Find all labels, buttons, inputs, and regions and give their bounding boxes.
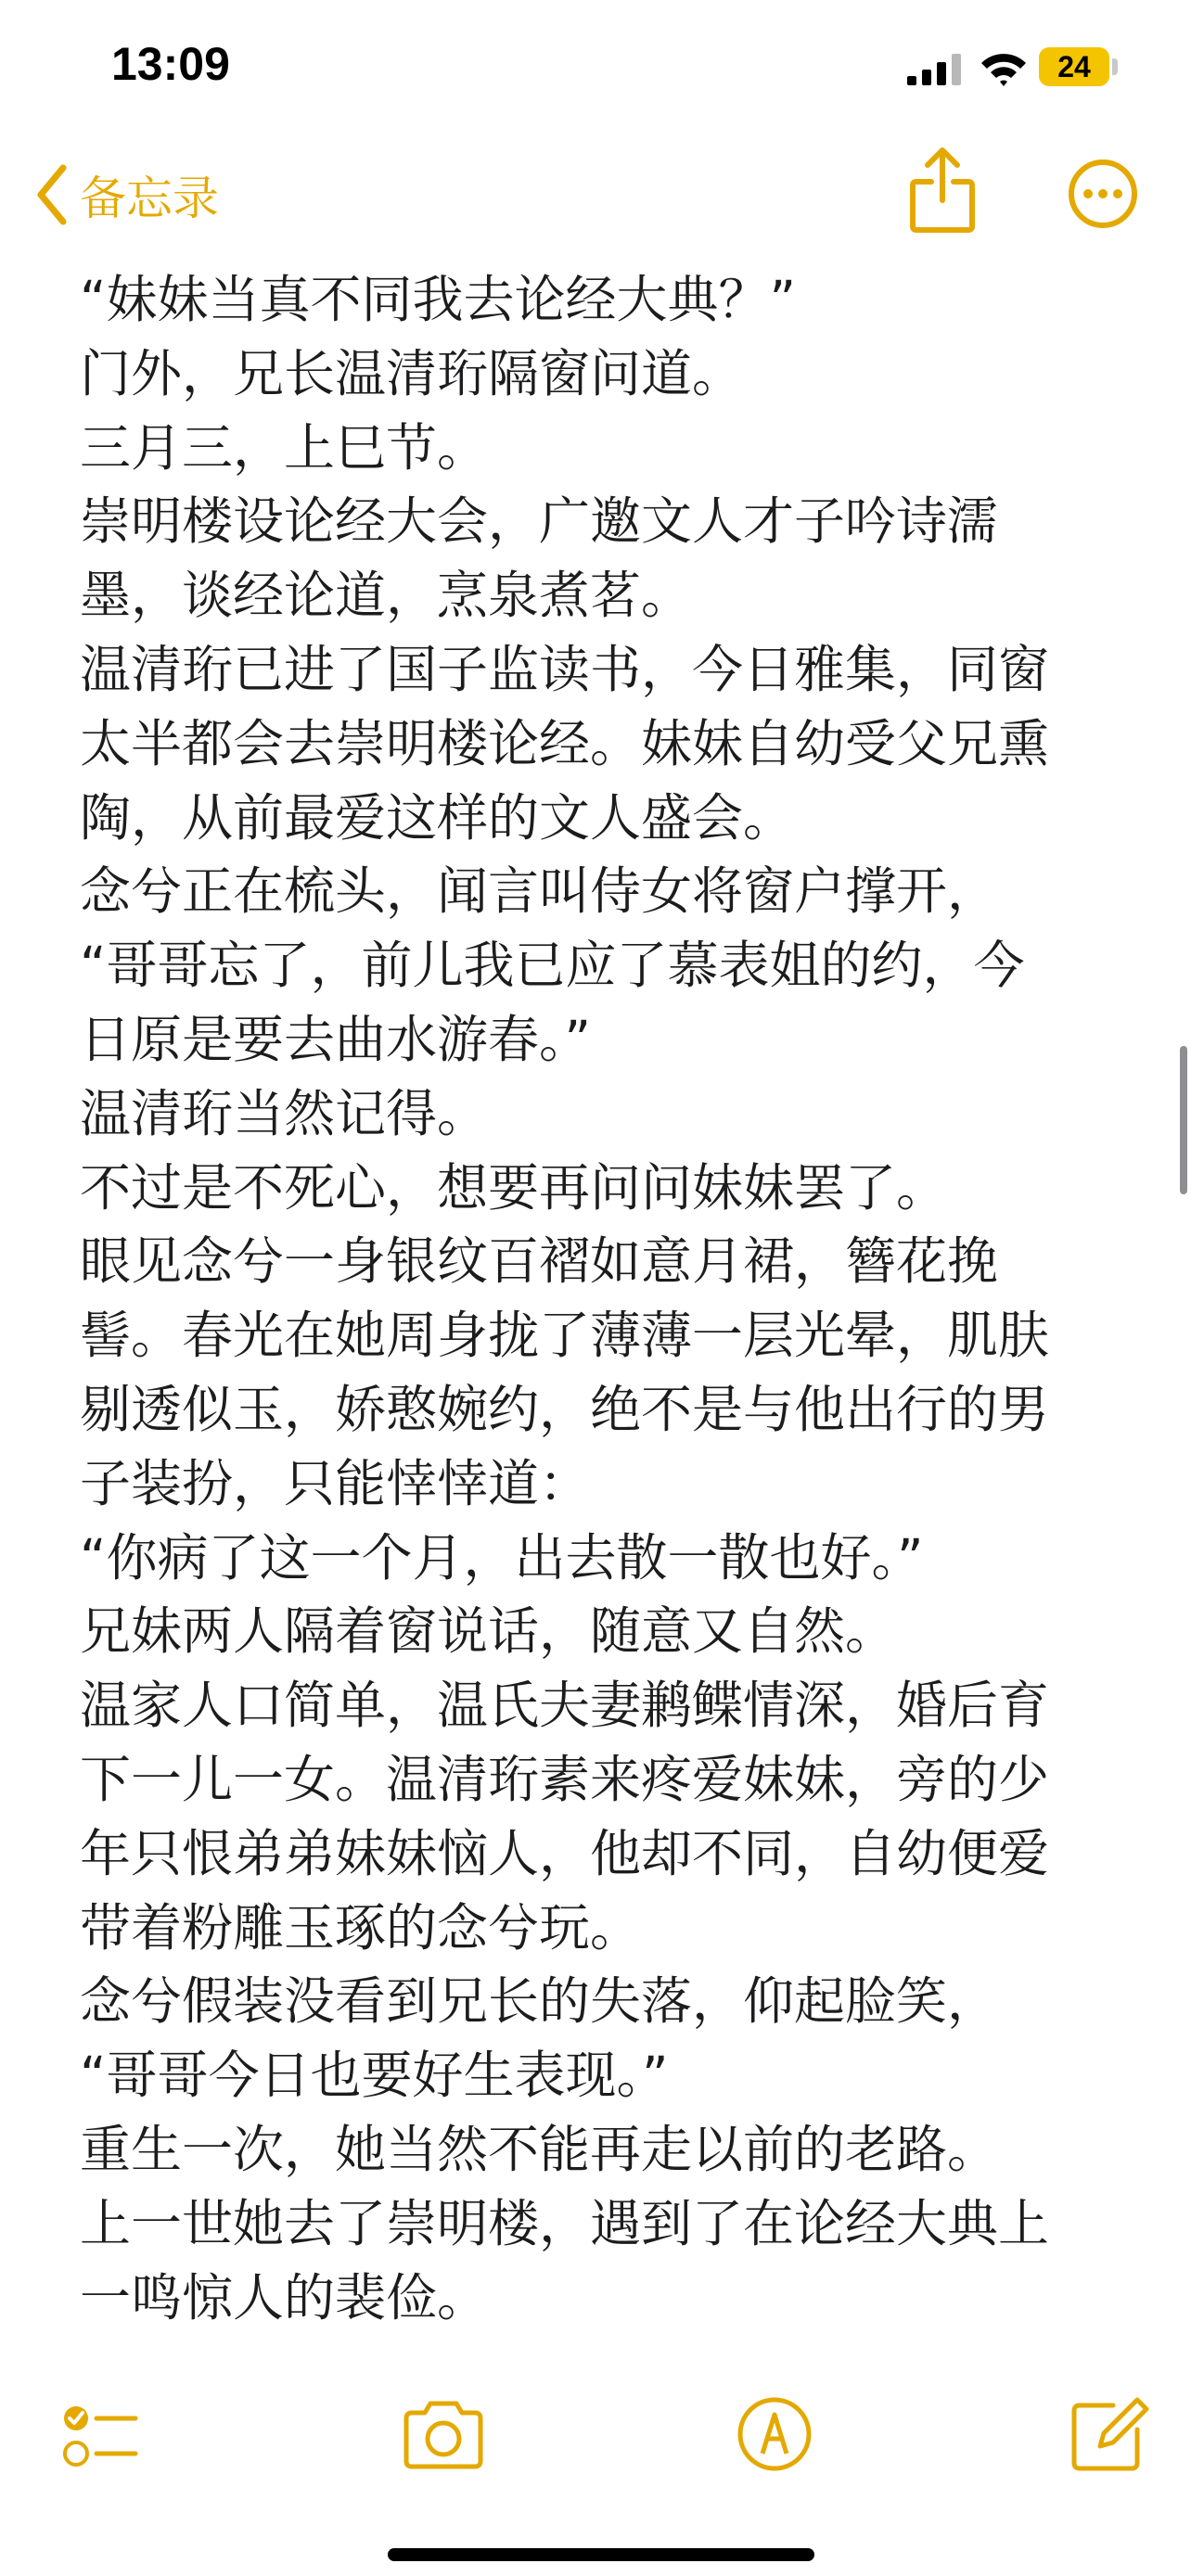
- note-line: “你病了这一个月，出去散一散也好。”: [80, 1527, 924, 1588]
- camera-icon[interactable]: [399, 2392, 488, 2476]
- note-line: 剔透似玉，娇憨婉约，绝不是与他出行的男: [80, 1379, 1050, 1439]
- note-line: 陶，从前最爱这样的文人盛会。: [80, 787, 795, 848]
- note-line: 重生一次，她当然不能再走以前的老路。: [80, 2119, 999, 2179]
- note-line: 念兮正在梳头，闻言叫侍女将窗户撑开，: [80, 861, 999, 922]
- note-line: “妹妹当真不同我去论经大典？”: [80, 270, 796, 329]
- status-bar: [0, 0, 1191, 139]
- note-line: 温清珩已进了国子监读书，今日雅集，同窗: [80, 639, 1050, 699]
- note-line: 温清珩当然记得。: [80, 1083, 489, 1143]
- chevron-left-icon: [33, 162, 70, 227]
- share-icon[interactable]: [907, 147, 978, 236]
- note-line: 上一世她去了崇明楼，遇到了在论经大典上: [80, 2193, 1050, 2253]
- note-line: 墨，谈经论道，烹泉煮茗。: [80, 566, 693, 626]
- home-indicator: [388, 2548, 814, 2561]
- more-options-icon[interactable]: [1067, 158, 1139, 230]
- note-line: “哥哥今日也要好生表现。”: [80, 2046, 669, 2106]
- note-line: 三月三，上巳节。: [80, 417, 489, 478]
- cellular-signal-icon: [907, 54, 963, 85]
- note-line: 门外，兄长温清珩隔窗问道。: [80, 343, 744, 403]
- note-line: 太半都会去崇明楼论经。妹妹自幼受父兄熏: [80, 713, 1050, 773]
- note-line: 念兮假装没看到兄长的失落，仰起脸笑，: [80, 1971, 999, 2032]
- note-line: 年只恨弟弟妹妹恼人，他却不同，自幼便爱: [80, 1823, 1050, 1883]
- checklist-icon[interactable]: [56, 2392, 139, 2476]
- note-line: 一鸣惊人的裴俭。: [80, 2267, 489, 2327]
- note-line: 不过是不死心，想要再问问妹妹罢了。: [80, 1157, 948, 1218]
- back-button[interactable]: [33, 159, 219, 230]
- battery-level: 24: [1057, 49, 1091, 83]
- note-line: 子装扮，只能悻悻道：: [80, 1453, 591, 1513]
- note-line: 髻。春光在她周身拢了薄薄一层光晕，肌肤: [80, 1306, 1050, 1366]
- wifi-icon: [980, 50, 1028, 87]
- note-body[interactable]: [80, 263, 1128, 2335]
- note-line: 温家人口简单，温氏夫妻鹣鲽情深，婚后育: [80, 1676, 1050, 1736]
- note-line: “哥哥忘了，前儿我已应了慕表姐的约，今: [80, 936, 1025, 996]
- navigation-bar: [0, 139, 1191, 250]
- back-button-label: 备忘录: [80, 172, 219, 225]
- status-time: 13:09: [111, 38, 230, 90]
- markup-icon[interactable]: [733, 2392, 816, 2476]
- note-line: 崇明楼设论经大会，广邀文人才子吟诗濡: [80, 491, 999, 552]
- note-line: 眼见念兮一身银纹百褶如意月裙，簪花挽: [80, 1231, 999, 1292]
- battery-cap: [1112, 58, 1118, 75]
- scroll-indicator[interactable]: [1180, 1046, 1187, 1194]
- compose-icon[interactable]: [1067, 2392, 1150, 2476]
- note-line: 兄妹两人隔着窗说话，随意又自然。: [80, 1601, 897, 1662]
- note-line: 日原是要去曲水游春。”: [80, 1009, 591, 1069]
- bottom-toolbar: [0, 2374, 1191, 2494]
- note-line: 带着粉雕玉琢的念兮玩。: [80, 1897, 642, 1958]
- battery-indicator: [1039, 47, 1109, 86]
- note-line: 下一儿一女。温清珩素来疼爱妹妹，旁的少: [80, 1749, 1050, 1809]
